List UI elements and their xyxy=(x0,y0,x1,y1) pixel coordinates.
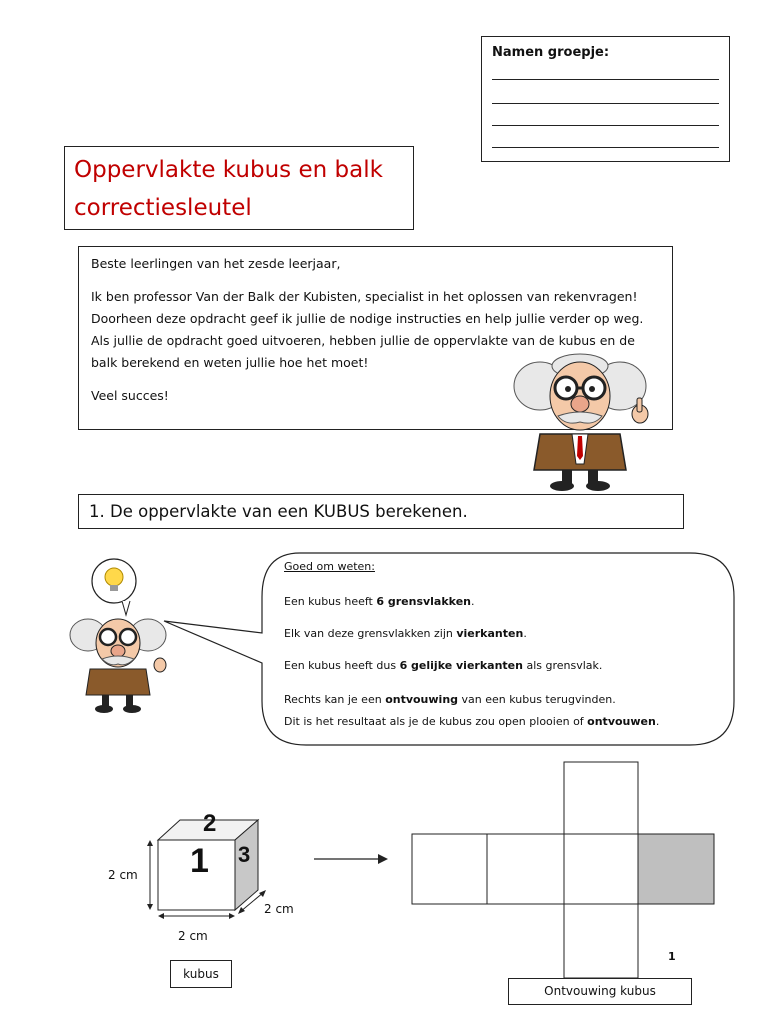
cube-face-top: 2 xyxy=(203,810,217,837)
names-label: Namen groepje: xyxy=(492,45,610,60)
bubble-fact: Dit is het resultaat als je de kubus zou open plooien of ontvouwen. xyxy=(284,715,660,728)
cube-width-label: 2 cm xyxy=(178,929,208,943)
bubble-heading: Goed om weten: xyxy=(284,560,375,573)
page-subtitle: correctiesleutel xyxy=(74,195,252,221)
section-number: 1. xyxy=(89,502,105,521)
letter-line: balk berekend en weten jullie hoe het moet! xyxy=(91,355,369,370)
letter-closing: Veel succes! xyxy=(91,388,169,403)
net-caption: Ontvouwing kubus xyxy=(508,978,692,1005)
letter-line: Doorheen deze opdracht geef ik jullie de nodige instructies en help jullie verder op weg. xyxy=(91,311,644,326)
arrow-right-icon xyxy=(312,852,392,866)
page-title: Oppervlakte kubus en balk xyxy=(74,157,383,183)
bubble-fact: Elk van deze grensvlakken zijn vierkanten. xyxy=(284,627,527,640)
letter-greeting: Beste leerlingen van het zesde leerjaar, xyxy=(91,256,341,271)
title-box xyxy=(64,146,414,230)
name-line[interactable] xyxy=(492,103,719,104)
bubble-fact: Een kubus heeft 6 grensvlakken. xyxy=(284,595,475,608)
name-line[interactable] xyxy=(492,79,719,80)
names-box xyxy=(481,36,730,162)
name-line[interactable] xyxy=(492,125,719,126)
letter-line: Als jullie de opdracht goed uitvoeren, hebben jullie de oppervlakte van de kubus en de xyxy=(91,333,635,348)
name-line[interactable] xyxy=(492,147,719,148)
bubble-fact: Een kubus heeft dus 6 gelijke vierkanten als grensvlak. xyxy=(284,659,603,672)
professor-illustration xyxy=(500,352,660,492)
cube-height-label: 2 cm xyxy=(108,868,138,882)
cube-face-front: 1 xyxy=(190,842,209,880)
cube-caption: kubus xyxy=(170,960,232,988)
letter-line: Ik ben professor Van der Balk der Kubisten, specialist in het oplossen van rekenvragen! xyxy=(91,289,638,304)
cube-net-drawing xyxy=(410,760,720,980)
section-title: De oppervlakte van een KUBUS berekenen. xyxy=(110,502,468,521)
cube-face-side: 3 xyxy=(238,842,251,867)
cube-depth-label: 2 cm xyxy=(264,902,294,916)
bubble-fact: Rechts kan je een ontvouwing van een kubus terugvinden. xyxy=(284,693,616,706)
page-number: 1 xyxy=(668,950,676,963)
section-heading-box xyxy=(78,494,684,529)
